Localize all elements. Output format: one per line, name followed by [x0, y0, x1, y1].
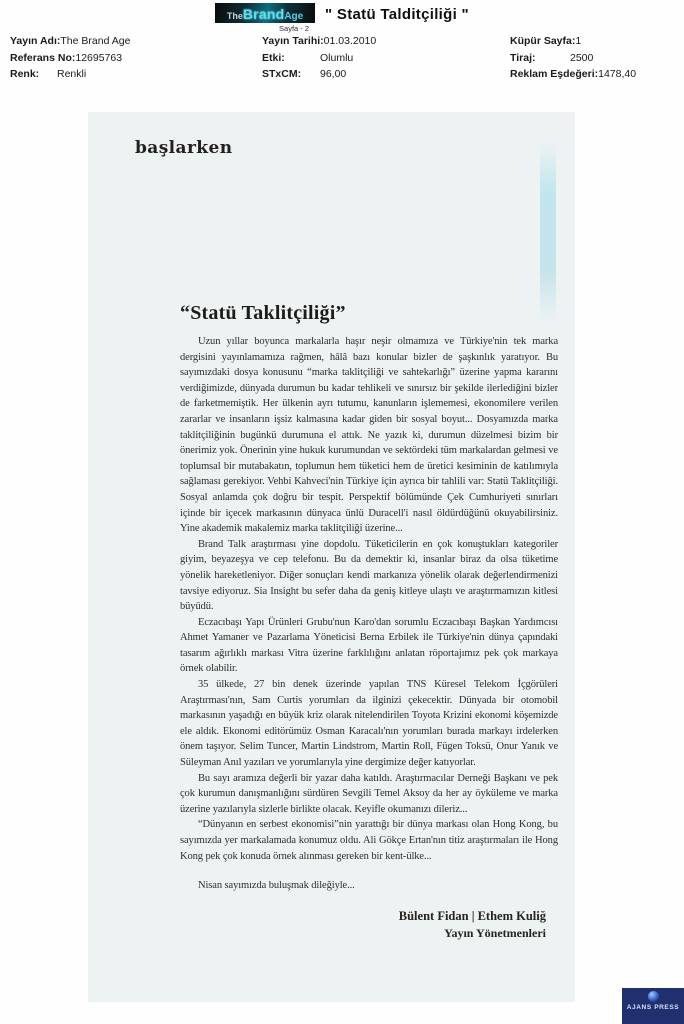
masthead: [0, 3, 684, 33]
editorial-article: [180, 302, 558, 942]
scanned-magazine-page: [88, 112, 575, 1002]
brand-age-logo: [215, 3, 315, 33]
meta-value: 1478,40: [598, 68, 637, 81]
meta-label: Etki:: [262, 51, 285, 64]
meta-label: Renk:: [10, 68, 40, 81]
meta-label: Tiraj:: [510, 51, 536, 64]
metadata-column-3: [510, 33, 636, 83]
meta-row-stxcm: [262, 66, 376, 83]
meta-row-tiraj: [510, 50, 636, 67]
clipping-title: " Statü Talditçiliği ": [325, 6, 469, 23]
meta-value: Olumlu: [320, 51, 354, 64]
closing-line: Nisan sayımızda buluşmak dileğiyle...: [198, 880, 355, 892]
meta-value: 96,00: [320, 68, 347, 81]
meta-label: Yayın Tarihi:: [262, 35, 324, 48]
meta-value: Renkli: [57, 68, 87, 81]
ajans-press-logo: [622, 988, 684, 1024]
brand-age-logo-box: [215, 3, 315, 23]
meta-label: Yayın Adı:: [10, 35, 61, 48]
meta-row-referans-no: [10, 50, 130, 67]
article-paragraph: 35 ülkede, 27 bin denek üzerinde yapılan TNS Küresel Telekom İçgörüleri Araştırması'nın, Sam Curtis yorumları da ilginizi çekecektir. Dünyada bir otomobil markasının yaşadığı en büyük kriz olarak nitelendirilen Toyota Krizini ekonomi köşemizde ele aldık. Ekonomi editörümüz Osman Karacalı'nın yorumları burada markayı irdelerken önem taşıyor. Selim Tuncer, Martin Lindstrom, Martin Roll, Fügen Toksü, Onur Yanık ve Süleyman Anıl yazıları ve yorumlarıyla yine dergimize değer katıyorlar.: [180, 679, 558, 769]
meta-label: Küpür Sayfa:: [510, 35, 576, 48]
meta-value: 12695763: [75, 51, 123, 64]
meta-row-etki: [262, 50, 376, 67]
signature-block: [180, 908, 558, 942]
article-paragraph: “Dünyanın en serbest ekonomisi”nin yarattığı bir dünya markası olan Hong Kong, bu sayımızda yer markalamada konumuz oldu. Ali Gökçe Ertan'nın titiz araştırmaları ile Hong Kong pek çok konuda örnek alınması gereken bir kent-ülke...: [180, 819, 558, 862]
logo-text-brand: Brand: [242, 6, 285, 22]
logo-text-age: Age: [284, 11, 304, 22]
section-label: başlarken: [135, 138, 233, 158]
article-paragraph: Brand Talk araştırması yine dopdolu. Tüketicilerin en çok konuştukları kategoriler giyim, beyazeşya ve cep telefonu. Bu da demektir ki, insanlar biraz da olsa tüketime yönelik hareketleniyor. Diğer sonuçları kendi markanıza yönelik olarak değerlendirmenizi tavsiye ediyoruz. Sia Insight bu sefer daha da geniş kitleye ulaştı ve araştırmamızın kitlesi büyüdü.: [180, 538, 558, 613]
metadata-column-2: [262, 33, 376, 83]
meta-value: 2500: [570, 51, 594, 64]
article-paragraph: Uzun yıllar boyunca markalarla haşır neşir olmamıza ve Türkiye'nin tek marka dergisini yayınlamamıza rağmen, hâlâ bazı konular bizler de şaşkınlık yaratıyor. Bu sayımızdaki dosya konusunu “marka taklitçiliği ve sahtekarlığı” üzerine yapma kararını verdiğimizde, dünyada durumun bu kadar tehlikeli ve sınırsız bir şekilde ilerlediğini bizler de farketmemiştik. Her ülkenin ayrı tutumu, kanunların işlememesi, ekonomilere verilen zararlar ve insanların işsiz kalmasına kadar giden bir sosyal boyut... Dosyamızda marka taklitçiliğinin bugünkü durumuna el attık. Ne yazık ki, durumun düzelmesi bizim bir önerimiz yok. Önerinin yine hukuk kurumundan ve sektördeki tüm markalardan gelmesi ve toplumsal bir mutabakatın, toplumun hem tüketici hem de üretici kesiminin de katılımıyla sağlaması gerekiyor. Vehbi Kahveci'nin Türkiye için ayrıca bir tahlili var: Statü Taklitçiliği. Sosyal anlamda çok doğru bir tespit. Perspektif bölümünde Çek Cumhuriyeti sınırları içinde bir içecek markasının dünyaca ünlü Duracell'i nasıl öldürdüğünü okuyabilirsiniz. Yine akademik makalemiz marka taklitçiliği üzerine...: [180, 336, 558, 535]
logo-text-the: The: [226, 11, 243, 21]
meta-row-yayin-tarihi: [262, 33, 376, 50]
scan-edge-artifact: [540, 142, 556, 322]
globe-icon: [648, 991, 659, 1002]
meta-row-yayin-adi: [10, 33, 130, 50]
metadata-column-1: [10, 33, 130, 83]
meta-value: The Brand Age: [60, 35, 131, 48]
meta-label: Reklam Eşdeğeri:: [510, 68, 599, 81]
signature-names: Bülent Fidan | Ethem Kuliğ: [398, 908, 546, 923]
ajans-press-label: AJANS PRESS: [626, 1004, 680, 1011]
logo-page-note: Sayfa - 2: [279, 24, 310, 33]
meta-row-renk: [10, 66, 130, 83]
article-title: “Statü Taklitçiliği”: [180, 302, 346, 324]
meta-label: Referans No:: [10, 51, 76, 64]
article-paragraph: Bu sayı aramıza değerli bir yazar daha katıldı. Araştırmacılar Derneği Başkanı ve pek çok kurumun danışmanlığını sürdüren Sevgili Temel Aksoy da her ay öyküleme ve marka üzerine yazılarıyla sizlerle birlikte olacak. Keyifle okumanızı dileriz...: [180, 772, 558, 815]
meta-row-kupur-sayfa: [510, 33, 636, 50]
signature-role: Yayın Yönetmenleri: [444, 925, 546, 940]
meta-row-reklam-esdegeri: [510, 66, 636, 83]
article-paragraph: Eczacıbaşı Yapı Ürünleri Grubu'nun Karo'dan sorumlu Eczacıbaşı Başkan Yardımcısı Ahmet Yamaner ve Pazarlama Yöneticisi Berna Erbilek ile Türkiye'nin dünya çapındaki tasarım ağırlıklı markası Vitra üzerine farklılığını anlatan röportajımız pek çok markaya örnek olabilir.: [180, 616, 558, 675]
meta-label: STxCM:: [262, 68, 302, 81]
meta-value: 01.03.2010: [323, 35, 377, 48]
meta-value: 1: [575, 35, 582, 48]
